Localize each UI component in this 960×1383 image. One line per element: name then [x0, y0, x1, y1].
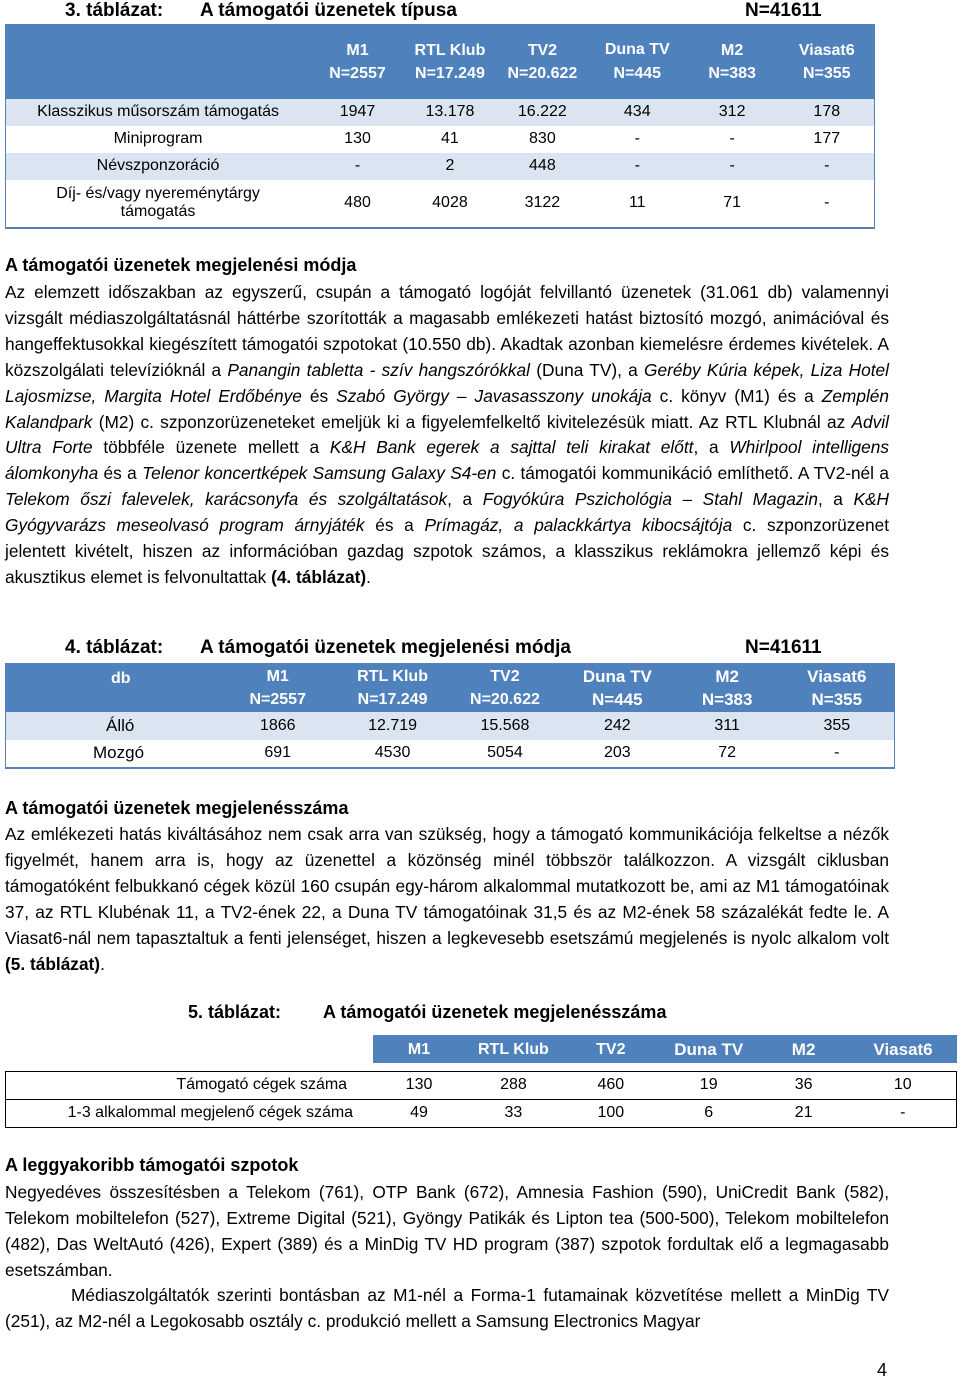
cell: 178 [813, 103, 841, 120]
cell: 130 [344, 130, 371, 147]
cell: 21 [758, 1099, 850, 1127]
table3-header-m1: M1 N=2557 [329, 41, 386, 82]
cell: 1947 [339, 103, 376, 120]
table-row [6, 153, 875, 180]
cell: 36 [758, 1071, 850, 1099]
table3-corner-cell [6, 25, 311, 99]
cell: 242 [603, 716, 631, 734]
cell: 13.178 [425, 103, 475, 120]
table-row [6, 99, 875, 126]
cell: 2 [445, 157, 455, 174]
cell: 311 [714, 716, 740, 734]
table4-corner-cell: db [111, 670, 131, 687]
table3-header-tv2: TV2 N=20.622 [507, 41, 578, 82]
cell: - [634, 130, 640, 147]
cell: 434 [623, 103, 651, 120]
cell: 1866 [259, 716, 296, 734]
table5-header-tv2: TV2 [596, 1040, 626, 1058]
table5-corner-cell [6, 1035, 374, 1063]
table4-header-viasat6: Viasat6 N=355 [807, 666, 867, 709]
cell: 72 [718, 744, 737, 761]
table5-header-m1: M1 [407, 1040, 431, 1058]
section3-paragraph1: Negyedéves összesítésben a Telekom (761), OTP Bank (672), Amnesia Fashion (590), UniCredit Bank (582), Telekom mobiltelefon (527), Extreme Digital (521), Gyöngy Patikák és Lipton tea (500-500), Telekom mobiltelefon (482), Das WeltAutó (426), Expert (389) és a MinDig TV HD program (387) szpotok fordultak elő a legmagasabb esetszámban. [5, 1182, 889, 1280]
cell: 3122 [524, 194, 561, 211]
cell: - [729, 130, 735, 147]
cell: - [354, 157, 361, 174]
cell: 691 [264, 744, 292, 761]
cell: - [834, 744, 840, 761]
cell: 480 [344, 194, 371, 211]
cell: 203 [603, 744, 631, 761]
row-label: Mozgó [93, 743, 145, 762]
table5-header-viasat6: Viasat6 [873, 1039, 933, 1059]
table4-header-m2: M2 N=383 [701, 666, 753, 709]
cell: 15.568 [480, 716, 530, 734]
cell: - [729, 157, 735, 174]
table-row [6, 1071, 957, 1099]
cell: 12.719 [368, 716, 418, 734]
table4-header-duna: Duna TV N=445 [582, 666, 652, 709]
cell: 11 [628, 194, 646, 211]
table4-header-m1: M1 N=2557 [249, 667, 306, 708]
cell: 448 [529, 157, 556, 174]
table4-caption-n: N=41611 [745, 637, 822, 658]
table-row [6, 712, 895, 740]
cell: 4028 [432, 194, 468, 211]
table3-header-duna: Duna TV N=445 [604, 40, 670, 82]
table3-caption-n: N=41611 [745, 0, 822, 21]
page-number: 4 [877, 1360, 888, 1380]
row-label: Álló [106, 715, 135, 735]
cell: 19 [660, 1071, 758, 1099]
section2-paragraph: Az emlékezeti hatás kiváltásához nem csak arra van szükség, hogy a támogató kommunikációja felkeltse a nézők figyelmét, hanem arra is, hogy az üzenettel a közönség minél többször találkozzon. A vizsgált ciklusban támogatóként felbukkanó cégek közül 160 csupán egy-három alkalommal mutatkozott be, ami az M1 támogatóinak 37, az RTL Klubénak 11, a TV2-ének 22, a Duna TV támogatóinak 31,5 és az M2-ének 58 százalékát fedte le. A Viasat6-nál nem tapasztaltuk a fenti jelenséget, hiszen a legkevesebb esetszámú megjelenés is nyolc alkalom volt (5. táblázat). [5, 824, 889, 974]
table5-header-m2: M2 [791, 1039, 816, 1059]
table3-header-viasat6: Viasat6 N=355 [798, 41, 855, 82]
table3 [5, 24, 875, 229]
cell: 830 [529, 130, 556, 147]
row-label: 1-3 alkalommal megjelenő cégek száma [6, 1099, 374, 1127]
cell: 6 [660, 1099, 758, 1127]
cell: 288 [465, 1071, 562, 1099]
cell: 4530 [374, 744, 411, 761]
table5-header-duna: Duna TV [674, 1039, 744, 1059]
section3-paragraph2: Médiaszolgáltatók szerinti bontásban az M1-nél a Forma-1 futamainak közvetítése mellett a MinDig TV (251), az M2-nél a Legokosabb osztály c. produkció mellett a Samsung Electronics Magyar [5, 1285, 889, 1331]
cell: 10 [850, 1071, 957, 1099]
section1-paragraph: Az elemzett időszakban az egyszerű, csupán a támogató logóját felvillantó üzenetek (31.061 db) valamennyi vizsgált médiaszolgáltatásnál háttérbe szorították a magasabb emlékezeti hatást biztosító mozgó, animációval és hangeffektusokkal kiegészített támogatói szpotokat (10.550 db). Akadtak azonban kiemelésre érdemes kivételek. A közszolgálati televízióknál a Panangin tabletta - szív hangszórókkal (Duna TV), a Geréby Kúria képek, Liza Hotel Lajosmizse, Margita Hotel Erdőbénye és Szabó György – Javasasszony unokája c. könyv (M1) és a Zemplén Kalandpark (M2) c. szponzorüzeneteket emeljük ki a figyelemfelkeltő kivitelezésük miatt. Az RTL Klubnál az Advil Ultra Forte többféle üzenete mellett a K&H Bank egerek a sajttal teli kirakat előtt, a Whirlpool intelligens álomkonyha és a Telenor koncertképek Samsung Galaxy S4-en c. támogatói kommunikáció említhető. A TV2-nél a Telekom őszi falevelek, karácsonyfa és szolgáltatások, a Fogyókúra Pszichológia – Stahl Magazin, a K&H Gyógyvarázs meseolvasó program árnyjáték és a Prímagáz, a palackkártya kibocsájtója c. szponzorüzenet jelentett kivételt, hiszen az információban gazdag szpotok számos, a klasszikus reklámokra jellemző képi és akusztikus elemet is felvonultattak (4. táblázat). [5, 282, 890, 587]
cell: - [824, 157, 830, 174]
cell: 355 [823, 716, 851, 734]
table-row [6, 740, 895, 768]
section3-heading: A leggyakoribb támogatói szpotok [5, 1155, 299, 1175]
table4-header-rtl: RTL Klub N=17.249 [357, 667, 428, 708]
section1-heading: A támogatói üzenetek megjelenési módja [5, 255, 357, 275]
cell: - [850, 1099, 957, 1127]
cell: 71 [723, 194, 742, 211]
row-label: Miniprogram [113, 130, 203, 147]
cell: 33 [465, 1099, 562, 1127]
table5-caption-number: 5. táblázat: [188, 1002, 282, 1022]
cell: 5054 [487, 744, 523, 761]
table3-header-m2: M2 N=383 [708, 41, 756, 82]
table3-caption-title: A támogatói üzenetek típusa [200, 0, 457, 21]
row-label: Klasszikus műsorszám támogatás [37, 103, 279, 120]
table3-caption-number: 3. táblázat: [65, 0, 164, 21]
table-row [6, 180, 875, 228]
table4-header-tv2: TV2 N=20.622 [470, 667, 540, 708]
cell: 177 [813, 130, 841, 147]
table5-header-row [6, 1035, 957, 1063]
row-label: Díj- és/vagy nyereménytárgy támogatás [56, 185, 260, 220]
cell: 460 [562, 1071, 660, 1099]
table4-header-row [6, 664, 895, 712]
cell: - [824, 194, 830, 211]
cell: 49 [373, 1099, 465, 1127]
cell: 16.222 [517, 103, 567, 120]
table4-caption-number: 4. táblázat: [65, 637, 164, 658]
table3-header-rtl: RTL Klub N=17.249 [414, 41, 486, 82]
table-row [6, 1099, 957, 1127]
table-row [6, 126, 875, 153]
cell: - [634, 157, 640, 174]
table5-caption-title: A támogatói üzenetek megjelenésszáma [323, 1002, 667, 1022]
cell: 100 [562, 1099, 660, 1127]
table5-header-rtl: RTL Klub [478, 1040, 549, 1058]
section2-heading: A támogatói üzenetek megjelenésszáma [5, 798, 349, 818]
row-label: Névszponzoráció [96, 157, 220, 174]
table4 [5, 663, 895, 769]
row-label: Támogató cégek száma [6, 1071, 374, 1099]
table5 [5, 1035, 957, 1128]
cell: 312 [718, 103, 746, 120]
cell: 130 [373, 1071, 465, 1099]
table3-header-row [6, 25, 875, 99]
table4-caption-title: A támogatói üzenetek megjelenési módja [200, 637, 571, 658]
cell: 41 [441, 130, 459, 147]
